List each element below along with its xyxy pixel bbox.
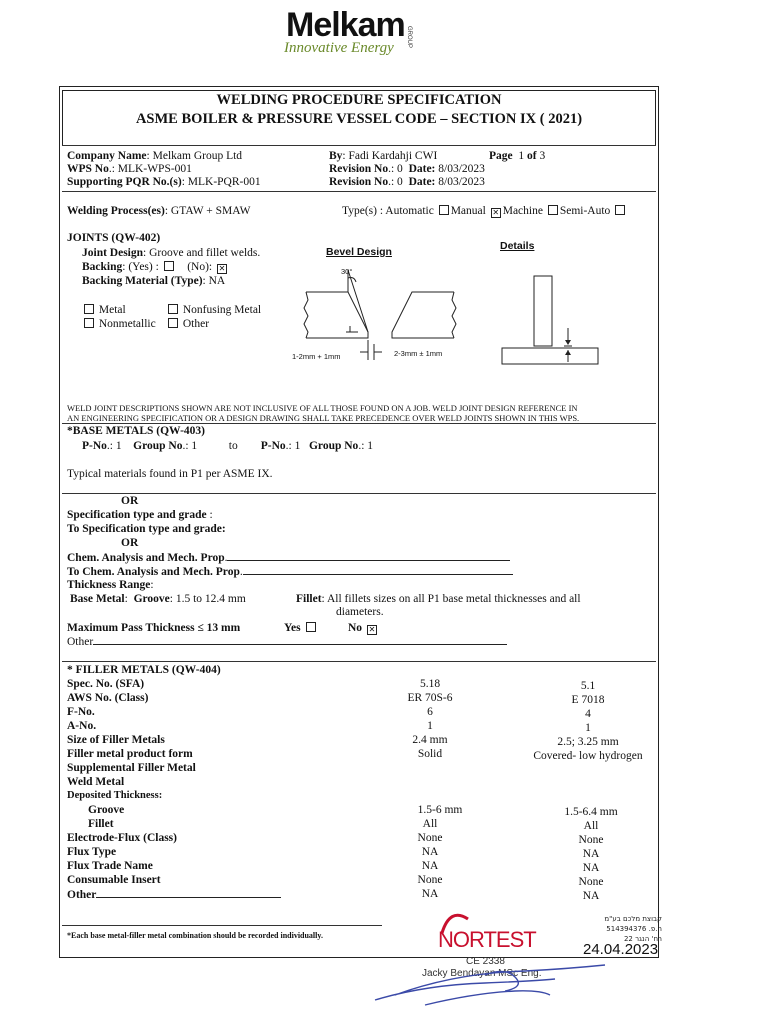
signature: [365, 955, 645, 1015]
logo-group: GROUP: [406, 26, 412, 49]
title-line-2: ASME BOILER & PRESSURE VESSEL CODE – SECTION IX ( 2021): [135, 111, 583, 127]
metal-option: Metal: [82, 303, 126, 317]
filler-footnote: *Each base metal-filler metal combination should be recorded individually.: [67, 931, 323, 940]
typical-materials: Typical materials found in P1 per ASME IX.: [67, 468, 273, 480]
filler-row-label: Spec. No. (SFA): [67, 678, 145, 690]
nonmetallic-checkbox[interactable]: [84, 318, 94, 328]
filler-col1: NA: [421, 888, 439, 900]
deposited-thickness: Deposited Thickness:: [67, 790, 163, 801]
filler-row-label: A-No.: [67, 720, 97, 732]
nortest-logo-text: NORTEST: [438, 927, 536, 952]
groove-col2: 1.5-6.4 mm: [564, 806, 618, 818]
details-title: Details: [500, 240, 535, 252]
filler-row-label: F-No.: [67, 706, 95, 718]
welding-process: Welding Process(es): GTAW + SMAW: [67, 205, 251, 217]
filler-col1: None: [417, 874, 443, 886]
filler-col2: E 7018: [571, 694, 605, 706]
revision-row-2: Revision No.: 0 Date: 8/03/2023: [329, 176, 485, 188]
joints-heading: JOINTS (QW-402): [67, 232, 161, 244]
filler-row-label: Consumable Insert: [67, 874, 161, 886]
bevel-angle: 30°: [341, 267, 353, 276]
base-metals-heading: *BASE METALS (QW-403): [67, 425, 206, 437]
base-metal-groove: Base Metal: Groove: 1.5 to 12.4 mm: [70, 593, 246, 605]
pqr-row: Supporting PQR No.(s): MLK-PQR-001: [67, 176, 261, 188]
backing: Backing: (Yes) : (No): ✕: [82, 261, 226, 273]
or-2: OR: [121, 537, 139, 549]
by-row: By: Fadi Kardahji CWI: [329, 150, 438, 162]
filler-col2: Covered- low hydrogen: [533, 750, 643, 762]
divider: [62, 661, 656, 662]
semi-auto-checkbox[interactable]: [615, 205, 625, 215]
p-number-row: P-No.: 1 Group No.: 1 to P-No.: 1 Group No.: 1: [82, 440, 374, 452]
bevel-design-title: Bevel Design: [326, 246, 392, 258]
max-pass-no: No ✕: [348, 622, 376, 634]
logo-tagline: Innovative Energy: [284, 40, 394, 56]
ce-number: CE 2338: [466, 956, 505, 967]
automatic-checkbox[interactable]: [439, 205, 449, 215]
filler-col2: 4: [585, 708, 591, 720]
filler-col2: NA: [582, 848, 600, 860]
thickness-range: Thickness Range:: [67, 579, 154, 591]
max-pass-yes-checkbox[interactable]: [306, 622, 316, 632]
filler-col2: None: [578, 876, 604, 888]
filler-col2: NA: [582, 862, 600, 874]
joint-note-2: AN ENGINEERING SPECIFICATION OR A DESIGN DRAWING SHALL TAKE PRECEDENCE OVER WELD JOINTS SHOWN IN THIS WPS.: [67, 413, 580, 423]
filler-col1: None: [417, 832, 443, 844]
revision-row-1: Revision No.: 0 Date: 8/03/2023: [329, 163, 485, 175]
nonmetallic-option: Nonmetallic: [82, 317, 156, 331]
page-number: Page 1 of 3: [489, 150, 546, 162]
fillet-label: Fillet: [88, 818, 114, 830]
company-logo: [284, 6, 434, 56]
to-spec-grade: To Specification type and grade:: [67, 523, 226, 535]
machine-checkbox[interactable]: [548, 205, 558, 215]
filler-col1: 5.18: [419, 678, 441, 690]
stamp-hebrew-2: ח.פ. 514394376: [606, 925, 662, 933]
process-types: Type(s) : Automatic Manual ✕ Machine Semi-Auto: [342, 204, 627, 218]
backing-material: Backing Material (Type): NA: [82, 275, 226, 287]
fillet-col1: All: [422, 818, 438, 830]
nonfusing-checkbox[interactable]: [168, 304, 178, 314]
filler-col1: 2.4 mm: [412, 734, 448, 746]
filler-col1: Solid: [417, 748, 443, 760]
filler-row-label: Flux Trade Name: [67, 860, 153, 872]
max-pass-thickness: Maximum Pass Thickness ≤ 13 mm: [67, 622, 241, 634]
filler-row-label: AWS No. (Class): [67, 692, 149, 704]
backing-no-checkbox-checked[interactable]: ✕: [218, 264, 226, 273]
filler-col1: NA: [421, 860, 439, 872]
divider: [62, 493, 656, 494]
groove-col1: 1.5-6 mm: [417, 804, 463, 816]
weld-metal: Weld Metal: [67, 776, 125, 788]
filler-col1: ER 70S-6: [407, 692, 453, 704]
max-pass-no-checkbox-checked[interactable]: ✕: [368, 625, 376, 634]
or-1: OR: [121, 495, 139, 507]
fillet-col2: All: [583, 820, 599, 832]
wps-row: WPS No.: MLK-WPS-001: [67, 163, 192, 175]
groove-label: Groove: [88, 804, 125, 816]
filler-col2: 5.1: [580, 680, 596, 692]
other-option: Other: [166, 317, 209, 331]
chem-analysis: Chem. Analysis and Mech. Prop.: [67, 550, 510, 565]
stamp-hebrew-3: רח' הנגר 22: [623, 935, 662, 943]
divider: [62, 925, 382, 926]
filler-col2: 2.5; 3.25 mm: [557, 736, 619, 748]
bevel-design-diagram: [290, 260, 470, 360]
filler-col2: None: [578, 834, 604, 846]
filler-row-label: Filler metal product form: [67, 748, 193, 760]
logo-brand: Melkam: [286, 6, 405, 44]
bevel-gap-right: 2-3mm ± 1mm: [394, 349, 443, 358]
title-line-1: WELDING PROCEDURE SPECIFICATION: [216, 92, 502, 108]
supplemental-filler: Supplemental Filler Metal: [67, 762, 196, 774]
filler-col2: 1: [585, 722, 591, 734]
spec-grade: Specification type and grade :: [67, 509, 213, 521]
divider: [62, 191, 656, 192]
to-chem-analysis: To Chem. Analysis and Mech. Prop.: [67, 564, 513, 579]
other-base: Other: [67, 634, 507, 649]
fillet-range: Fillet: All fillets sizes on all P1 base metal thicknesses and all: [296, 593, 581, 605]
filler-col1: 6: [427, 706, 433, 718]
stamp-hebrew-1: קבוצת מלכם בע"מ: [604, 915, 662, 923]
filler-col1: NA: [421, 846, 439, 858]
signer-name: Jacky Bendayan MSc Eng.: [422, 968, 542, 979]
details-diagram: [498, 268, 602, 368]
max-pass-yes: Yes: [284, 621, 318, 635]
filler-col1: 1: [427, 720, 433, 732]
backing-yes-checkbox[interactable]: [164, 261, 174, 271]
filler-row-label: Electrode-Flux (Class): [67, 832, 177, 844]
stamp-date: 24.04.2023: [583, 941, 659, 958]
divider: [62, 145, 656, 146]
fillet-range-2: diameters.: [336, 606, 384, 618]
other-checkbox[interactable]: [168, 318, 178, 328]
filler-row-label: Size of Filler Metals: [67, 734, 165, 746]
filler-col2: NA: [582, 890, 600, 902]
joint-note-1: WELD JOINT DESCRIPTIONS SHOWN ARE NOT INCLUSIVE OF ALL THOSE FOUND ON A JOB. WELD JOINT DESIGN REFERENCE IN: [67, 403, 578, 413]
filler-row-label: Flux Type: [67, 846, 117, 858]
manual-checkbox-checked[interactable]: ✕: [492, 208, 500, 217]
bevel-gap-left: 1-2mm + 1mm: [292, 352, 341, 361]
filler-other-row: Other: [67, 887, 281, 902]
company-row: Company Name: Melkam Group Ltd: [67, 150, 243, 162]
joint-design: Joint Design: Groove and fillet welds.: [82, 247, 261, 259]
filler-metals-heading: * FILLER METALS (QW-404): [67, 664, 221, 676]
nonfusing-option: Nonfusing Metal: [166, 303, 261, 317]
metal-checkbox[interactable]: [84, 304, 94, 314]
